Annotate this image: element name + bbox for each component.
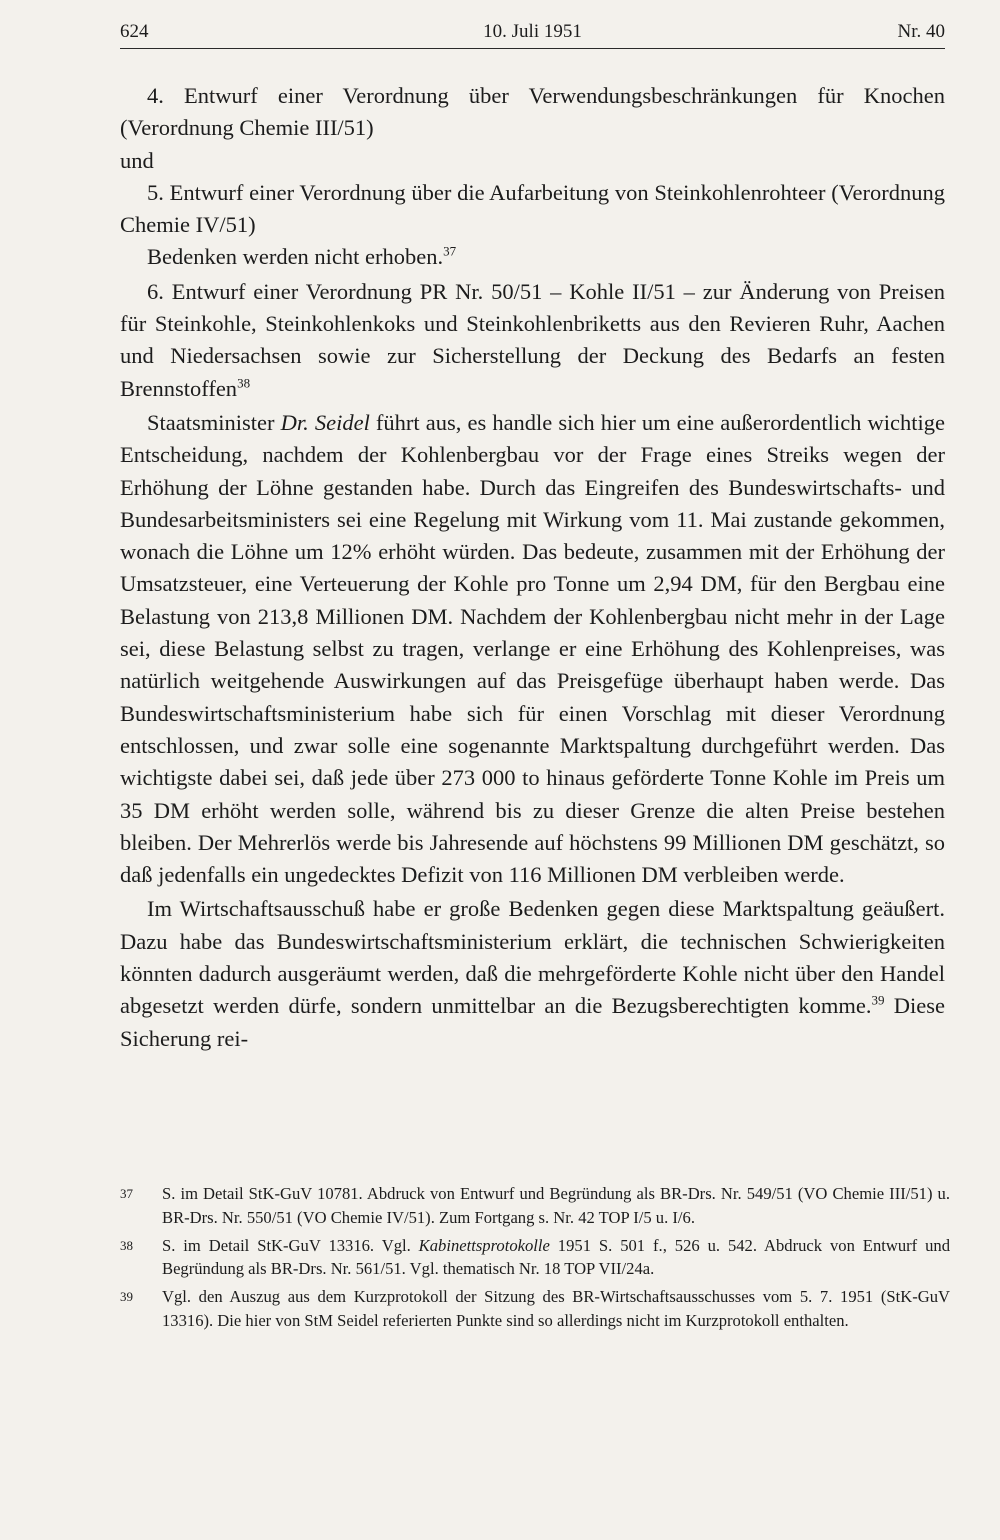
footnote-text: Vgl. den Auszug aus dem Kurzprotokoll der Sitzung des BR-Wirtschaftsausschusses vom 5. 7. 1951 (StK-GuV 13316). Die hier von StM Seidel referierten Punkte sind so allerdings nicht im Kurzprotokoll enthalten. (162, 1287, 950, 1330)
footnote-text-after: 1951 S. 501 f., 526 u. 542. Abdruck von Entwurf und Begründung als BR-Drs. Nr. 561/51. Vgl. thematisch Nr. 18 TOP VII/24a. (162, 1235, 950, 1278)
agenda-item-6-text: 6. Entwurf einer Verordnung PR Nr. 50/51 – Kohle II/51 – zur Änderung von Preisen für Steinkohle, Steinkohlenkoks und Steinkohlenbriketts aus den Revieren Ruhr, Aachen und Niedersachsen sowie zur Sicherstellung der Deckung des Bedarfs an festen Brennstoffen (120, 278, 945, 401)
speaker-name: Seidel (314, 409, 370, 435)
footnote-number: 39 (120, 1289, 133, 1304)
footnote-text-before: S. im Detail StK-GuV 13316. Vgl. (162, 1235, 419, 1255)
footnote-ref-37[interactable]: 37 (443, 243, 457, 259)
page-number: 624 (120, 21, 149, 42)
paragraph-seidel-statement (120, 407, 945, 891)
agenda-item-5: 5. Entwurf einer Verordnung über die Aufarbeitung von Steinkohlenrohteer (Verordnung Chemie IV/51) (120, 179, 945, 238)
footnote-number: 38 (120, 1237, 133, 1253)
footnotes-section (120, 1182, 950, 1337)
header-rule (120, 48, 945, 49)
no-objection-note (120, 241, 945, 273)
paragraph-text-before: Im Wirtschaftsausschuß habe er große Bedenken gegen diese Marktspaltung geäußert. Dazu habe das Bundeswirtschaftsministerium erklärt, die technischen Schwierigkeiten könnten dadurch ausgeräumt werden, daß die mehrgeförderte Kohle nicht über den Handel abgesetzt werden dürfe, sondern unmittelbar an die Bezugsberechtigten komme. (120, 896, 945, 1019)
conjunction-und: und (120, 147, 154, 173)
paragraph-seidel-text: führt aus, es handle sich hier um eine außerordentlich wichtige Entscheidung, nachdem der Kohlenbergbau vor der Frage eines Streiks wegen der Erhöhung der Löhne gestanden habe. Durch das Eingreifen des Bundeswirtschafts- und Bundesarbeitsministers sei eine Regelung mit Wirkung vom 11. Mai zustande gekommen, wonach die Löhne um 12% erhöht würden. Das bedeute, zusammen mit der Erhöhung der Umsatzsteuer, eine Verteuerung der Kohle pro Tonne um 2,94 DM, für den Bergbau eine Belastung von 213,8 Millionen DM. Nachdem der Kohlenbergbau nicht mehr in der Lage sei, diese Belastung selbst zu tragen, verlange er eine Erhöhung des Kohlenpreises, was natürlich weitgehende Auswirkungen auf das Preisgefüge überhaupt haben werde. Das Bundeswirtschaftsministerium habe sich für einen Vorschlag mit dieser Verordnung entschlossen, und zwar solle eine sogenannte Marktspaltung durchgeführt werden. Das wichtigste dabei sei, daß jede über 273 000 to hinaus geförderte Tonne Kohle im Preis um 35 DM erhöht werden solle, während bis zu dieser Grenze die alten Preise bestehen bleiben. Der Mehrerlös werde bis Jahresende auf höchstens 99 Millionen DM geschätzt, so daß jedenfalls ein ungedecktes Defizit von 116 Millionen DM verbleiben werde. (120, 409, 945, 888)
no-objection-text: Bedenken werden nicht erhoben. (147, 244, 444, 270)
footnote-ref-39[interactable]: 39 (871, 992, 885, 1008)
footnote-text: S. im Detail StK-GuV 10781. Abdruck von Entwurf und Begründung als BR-Drs. Nr. 549/51 (VO Chemie III/51) u. BR-Drs. Nr. 550/51 (VO Chemie IV/51). Zum Fortgang s. Nr. 42 TOP I/5 u. I/6. (162, 1184, 950, 1227)
paragraph-wirtschaftsausschuss (120, 893, 945, 1054)
main-text (120, 80, 945, 1055)
footnote-ref-38[interactable]: 38 (237, 375, 251, 391)
name-title: Dr. (280, 409, 309, 435)
running-header (120, 18, 945, 46)
agenda-item-4: 4. Entwurf einer Verordnung über Verwendungsbeschränkungen für Knochen (Verordnung Chemie III/51) (120, 83, 945, 141)
footnote-38 (120, 1234, 950, 1281)
footnote-number: 37 (120, 1186, 133, 1201)
paragraph-text-after: Diese Sicherung rei- (120, 993, 945, 1051)
footnote-italic-title: Kabinettsprotokolle (418, 1235, 550, 1255)
header-issue-number: Nr. 40 (897, 21, 945, 42)
paragraph-prefix: Staatsminister (147, 409, 281, 435)
footnote-37 (120, 1182, 950, 1229)
footnote-39 (120, 1285, 950, 1332)
header-date: 10. Juli 1951 (483, 21, 582, 42)
agenda-item-6 (120, 276, 945, 405)
